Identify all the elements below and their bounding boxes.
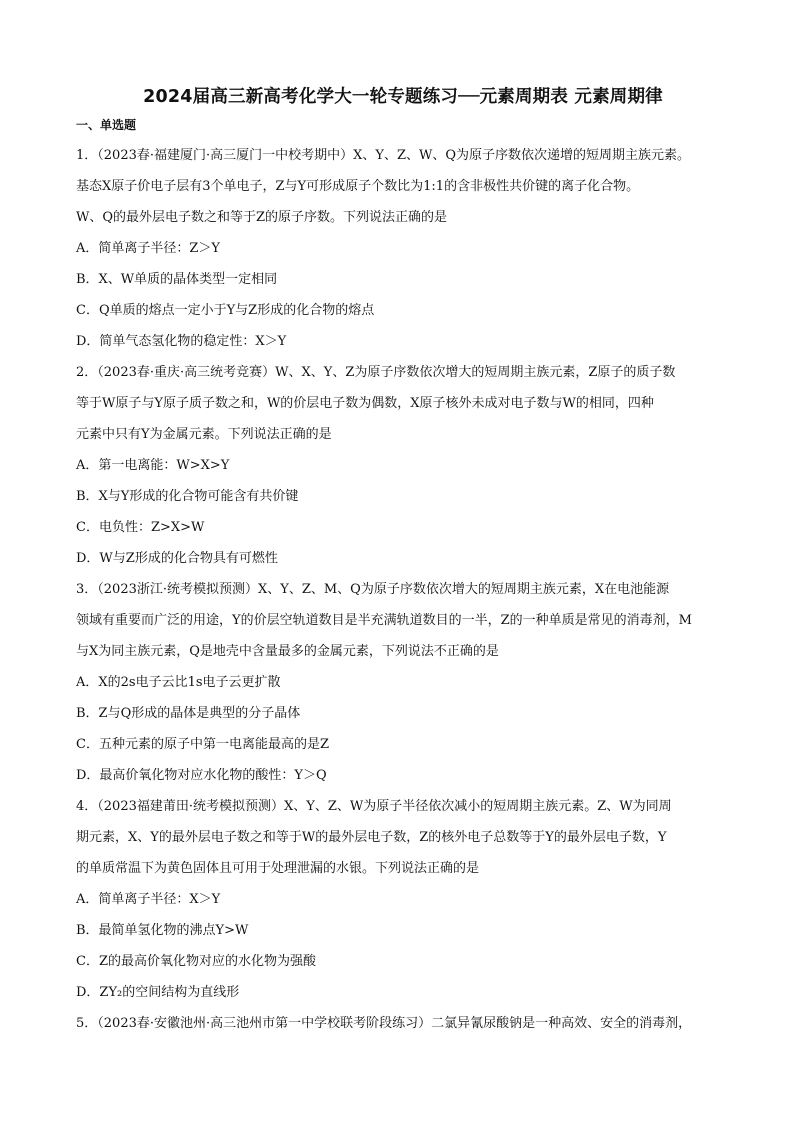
question-stem-line: 5．（2023春·安徽池州·高三池州市第一中学校联考阶段练习）二氯异氰尿酸钠是一种高效、安全的消毒剂， <box>76 1016 692 1031</box>
answer-option: A．X的2s电子云比1s电子云更扩散 <box>76 675 281 690</box>
answer-option: D．W与Z形成的化合物具有可燃性 <box>76 551 278 566</box>
answer-option: C．五种元素的原子中第一电离能最高的是Z <box>76 737 329 752</box>
question-1 <box>76 140 730 357</box>
question-4 <box>76 791 730 1008</box>
answer-option: D．ZY₂的空间结构为直线形 <box>76 985 240 1000</box>
answer-option: C．Z的最高价氧化物对应的水化物为强酸 <box>76 954 316 969</box>
question-stem-line: 的单质常温下为黄色固体且可用于处理泄漏的水银。下列说法正确的是 <box>76 861 480 876</box>
question-3 <box>76 574 730 791</box>
answer-option: C．电负性：Z>X>W <box>76 520 205 535</box>
question-stem-line: 等于W原子与Y原子质子数之和，W的价层电子数为偶数，X原子核外未成对电子数与W的相同，四种 <box>76 396 654 411</box>
question-stem-line: W、Q的最外层电子数之和等于Z的原子序数。下列说法正确的是 <box>76 210 448 225</box>
question-stem-line: 2．（2023春·重庆·高三统考竞赛）W、X、Y、Z为原子序数依次增大的短周期主族元素，Z原子的质子数 <box>76 365 676 380</box>
question-stem-line: 领域有重要而广泛的用途，Y的价层空轨道数目是半充满轨道数目的一半，Z的一种单质是常见的消毒剂，M <box>76 613 692 628</box>
question-stem <box>76 140 730 233</box>
answer-option: D．简单气态氢化物的稳定性：X＞Y <box>76 334 287 349</box>
question-stem-line: 期元素，X、Y的最外层电子数之和等于W的最外层电子数，Z的核外电子总数等于Y的最外层电子数，Y <box>76 830 667 845</box>
question-2 <box>76 357 730 574</box>
answer-option: B．X与Y形成的化合物可能含有共价键 <box>76 489 299 504</box>
question-stem <box>76 1008 730 1039</box>
question-stem <box>76 357 730 450</box>
answer-option: C．Q单质的熔点一定小于Y与Z形成的化合物的熔点 <box>76 303 375 318</box>
answer-option: B．X、W单质的晶体类型一定相同 <box>76 272 278 287</box>
question-stem-line: 基态X原子价电子层有3个单电子，Z与Y可形成原子个数比为1:1的含非极性共价键的离子化合物。 <box>76 179 640 194</box>
question-stem-line: 3．（2023浙江·统考模拟预测）X、Y、Z、M、Q为原子序数依次增大的短周期主族元素，X在电池能源 <box>76 582 670 597</box>
answer-option: A．简单离子半径：X＞Y <box>76 892 221 907</box>
question-stem-line: 与X为同主族元素，Q是地壳中含量最多的金属元素，下列说法不正确的是 <box>76 644 499 659</box>
question-stem <box>76 574 730 667</box>
question-list <box>76 140 730 1039</box>
answer-option: B．Z与Q形成的晶体是典型的分子晶体 <box>76 706 301 721</box>
page-title: 2024届高三新高考化学大一轮专题练习──元素周期表 元素周期律 <box>143 87 663 107</box>
answer-option: D．最高价氧化物对应水化物的酸性：Y＞Q <box>76 768 327 783</box>
answer-option: A．简单离子半径：Z＞Y <box>76 241 221 256</box>
question-stem-line: 元素中只有Y为金属元素。下列说法正确的是 <box>76 427 332 442</box>
question-stem-line: 1．（2023春·福建厦门·高三厦门一中校考期中）X、Y、Z、W、Q为原子序数依次递增的短周期主族元素。 <box>76 148 691 163</box>
answer-option: B．最简单氢化物的沸点Y>W <box>76 923 249 938</box>
question-stem-line: 4．（2023福建莆田·统考模拟预测）X、Y、Z、W为原子半径依次减小的短周期主族元素。Z、W为同周 <box>76 799 672 814</box>
question-stem <box>76 791 730 884</box>
question-5 <box>76 1008 730 1039</box>
section-heading: 一、单选题 <box>76 118 137 132</box>
answer-option: A．第一电离能：W>X>Y <box>76 458 230 473</box>
